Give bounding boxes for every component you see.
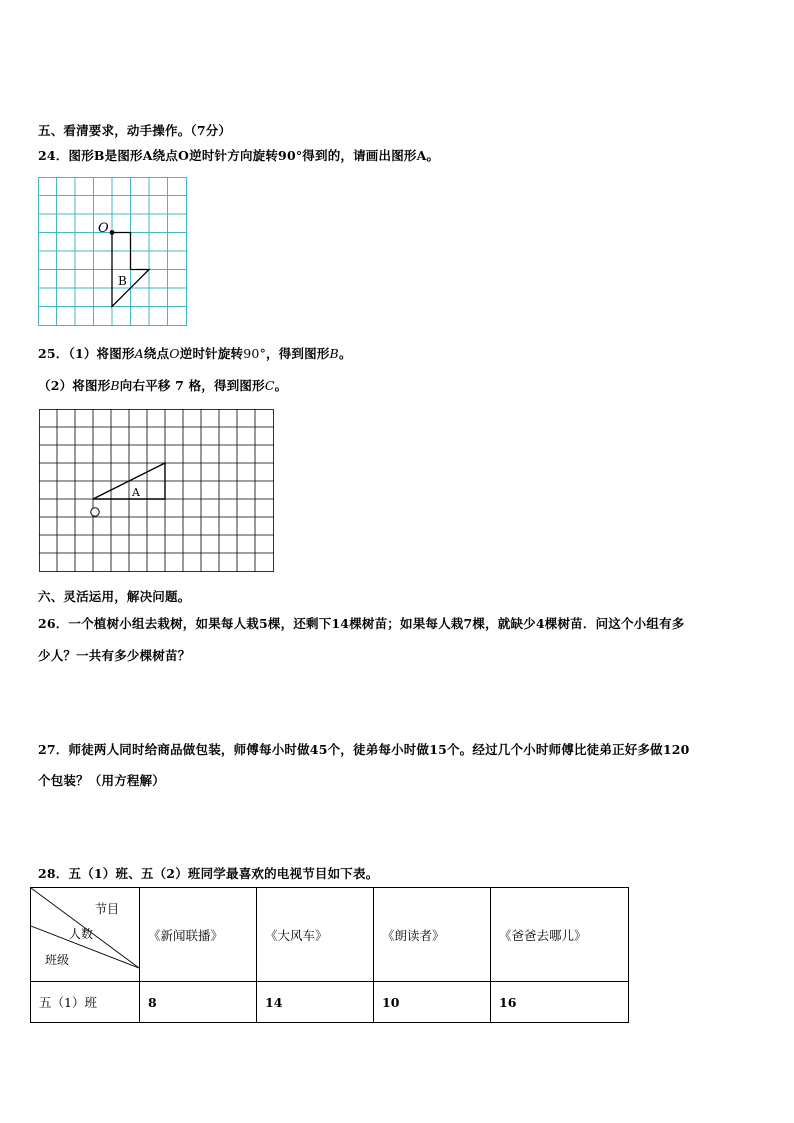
point-o-dot [110,230,115,235]
figure-a-label: A [132,486,140,499]
table-header-row [31,888,629,982]
point-o-label: O [98,221,109,236]
point-o-circle [91,508,99,516]
tv-program-table [30,887,629,1023]
q25-grid-figure [39,409,277,575]
table-header-cell: 《爸爸去哪儿》 [491,888,629,982]
table-header-cell: 《新闻联播》 [140,888,257,982]
table-row [31,982,629,1023]
table-header-cell: 《朗读者》 [374,888,491,982]
section-five-heading: 五、看清要求，动手操作。（7分） [38,123,232,138]
q24-grid-figure [38,177,188,327]
corner-label-program: 节目 [95,902,120,916]
table-cell: 16 [491,982,629,1023]
corner-label-class: 班级 [45,953,70,967]
question-26-line2: 少人？一共有多少棵树苗？ [38,648,191,663]
table-row-label: 五（1）班 [31,982,140,1023]
question-27-line2: 个包装？（用方程解） [38,773,166,788]
question-28-text: 28．五（1）班、五（2）班同学最喜欢的电视节目如下表。 [38,866,379,881]
corner-label-count: 人数 [69,927,94,941]
figure-b-label: B [118,274,127,288]
table-header-cell: 《大风车》 [257,888,374,982]
table-cell: 8 [140,982,257,1023]
question-25-part1: 25．（1）将图形A绕点O逆时针旋转90°，得到图形B。 [38,346,352,361]
table-cell: 10 [374,982,491,1023]
table-corner-cell [31,888,140,982]
question-26-line1: 26．一个植树小组去栽树，如果每人栽5棵，还剩下14棵树苗；如果每人栽7棵，就缺少4棵树苗．问这个小组有多 [38,616,685,631]
q25-grid-lines [39,409,274,572]
table-cell: 14 [257,982,374,1023]
question-27-line1: 27．师徒两人同时给商品做包装，师傅每小时做45个，徒弟每小时做15个。经过几个小时师傅比徒弟正好多做120 [38,742,690,757]
question-24-text: 24．图形B是图形A绕点O逆时针方向旋转90°得到的，请画出图形A。 [38,148,440,163]
section-six-heading: 六、灵活运用，解决问题。 [38,589,191,604]
question-25-part2: （2）将图形B向右平移 7 格，得到图形C。 [38,378,288,393]
